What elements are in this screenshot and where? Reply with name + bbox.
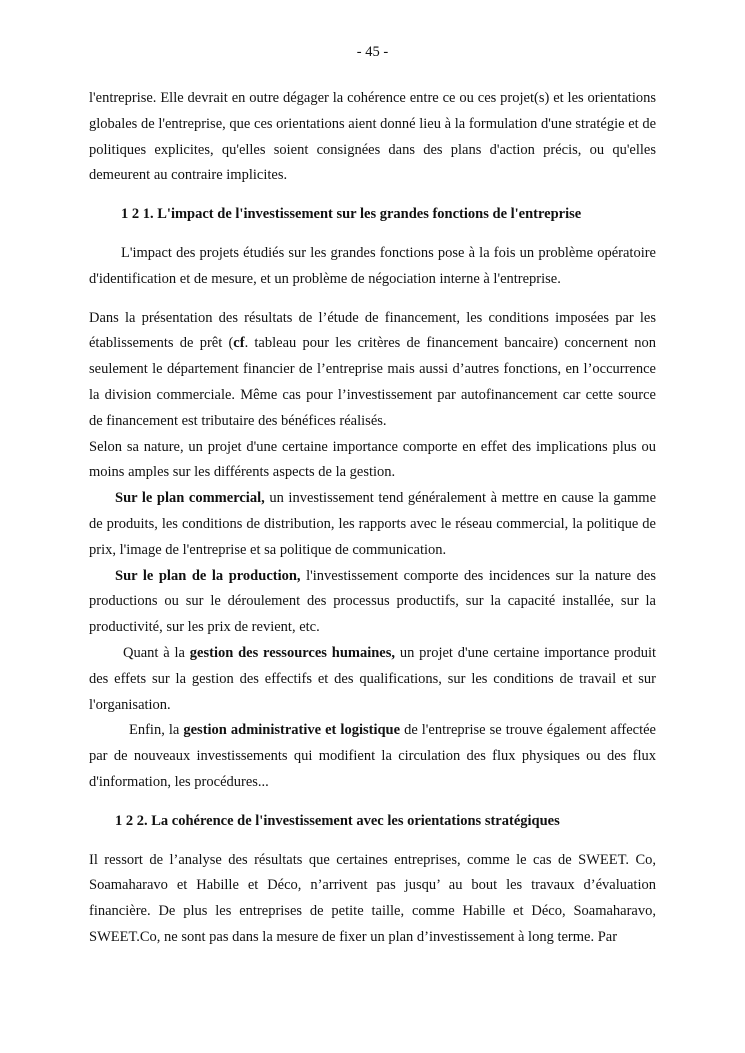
plan-commercial-term: Sur le plan commercial, bbox=[115, 490, 265, 507]
paragraph-financement bbox=[89, 306, 656, 435]
cf-abbreviation: cf bbox=[233, 335, 245, 352]
paragraph-financement-text-a: Dans la présentation des résultats de l’étude de financement, les conditions imposées par les établissements de prêt ( bbox=[89, 309, 656, 352]
ressources-humaines-text-b: un projet d'une certaine importance produit des effets sur la gestion des effectifs et des qualifications, sur les conditions de travail et sur l'organisation. bbox=[89, 644, 656, 713]
plan-production-text: l'investissement comporte des incidences sur la nature des productions ou sur le déroulement des processus productifs, sur la capacité installée, sur la productivité, sur les prix de revient, etc. bbox=[89, 567, 656, 636]
page-number: - 45 - bbox=[356, 44, 389, 60]
paragraph-plan-production bbox=[89, 564, 656, 641]
paragraph-nature: Selon sa nature, un projet d'une certaine importance comporte en effet des implications plus ou moins amples sur les différents aspects de la gestion. bbox=[89, 438, 656, 481]
ressources-humaines-term: gestion des ressources humaines, bbox=[189, 644, 396, 661]
plan-production-term: Sur le plan de la production, bbox=[115, 567, 301, 584]
gestion-administrative-text-a: Enfin, la bbox=[129, 722, 184, 739]
plan-commercial-text: un investissement tend généralement à mettre en cause la gamme de produits, les conditions de distribution, les rapports avec le réseau commercial, la politique de prix, l'image de l'entreprise et sa politique de communication. bbox=[89, 490, 657, 558]
paragraph-impact: L'impact des projets étudiés sur les grandes fonctions pose à la fois un problème opératoire d'identification et de mesure, et un problème de négociation interne à l'entreprise. bbox=[89, 244, 656, 287]
paragraph-financement-text-b: . tableau pour les critères de financement bancaire) concernent non seulement le département financier de l’entreprise mais aussi d’autres fonctions, en l’occurrence la division commerciale. Même cas pour l’investissement par autofinancement car cette source de financement est tributaire des bénéfices réalisés. bbox=[89, 335, 657, 429]
paragraph-analyse: Il ressort de l’analyse des résultats que certaines entreprises, comme le cas de SWEET. Co, Soamaharavo et Habille et Déco, n’arrivent pas jusqu’ au bout les travaux d’évaluation financière. De plus les entreprises de petite taille, comme Habille et Déco, Soamaharavo, SWEET.Co, ne sont pas dans la mesure de fixer un plan d’investissement à long terme. Par bbox=[89, 851, 656, 945]
section-heading-1-2-1: 1 2 1. L'impact de l'investissement sur les grandes fonctions de l'entreprise bbox=[121, 206, 582, 223]
gestion-administrative-text-b: de l'entreprise se trouve également affectée par de nouveaux investissements qui modifient la circulation des flux physiques ou des flux d'information, les procédures... bbox=[89, 722, 656, 790]
ressources-humaines-text-a: Quant à la bbox=[123, 644, 190, 661]
document-body bbox=[89, 86, 656, 951]
section-heading-1-2-2: 1 2 2. La cohérence de l'investissement avec les orientations stratégiques bbox=[115, 812, 560, 829]
paragraph-gestion-administrative bbox=[89, 718, 656, 795]
paragraph-plan-commercial bbox=[89, 486, 656, 563]
paragraph-intro: l'entreprise. Elle devrait en outre dégager la cohérence entre ce ou ces projet(s) et les orientations globales de l'entreprise, que ces orientations aient donné lieu à la formulation d'une stratégie et de politiques explicites, qu'elles soient consignées dans des plans d'action précis, ou qu'elles demeurent au contraire implicites. bbox=[89, 90, 656, 184]
paragraph-ressources-humaines bbox=[89, 641, 656, 718]
gestion-administrative-term: gestion administrative et logistique bbox=[183, 722, 401, 739]
